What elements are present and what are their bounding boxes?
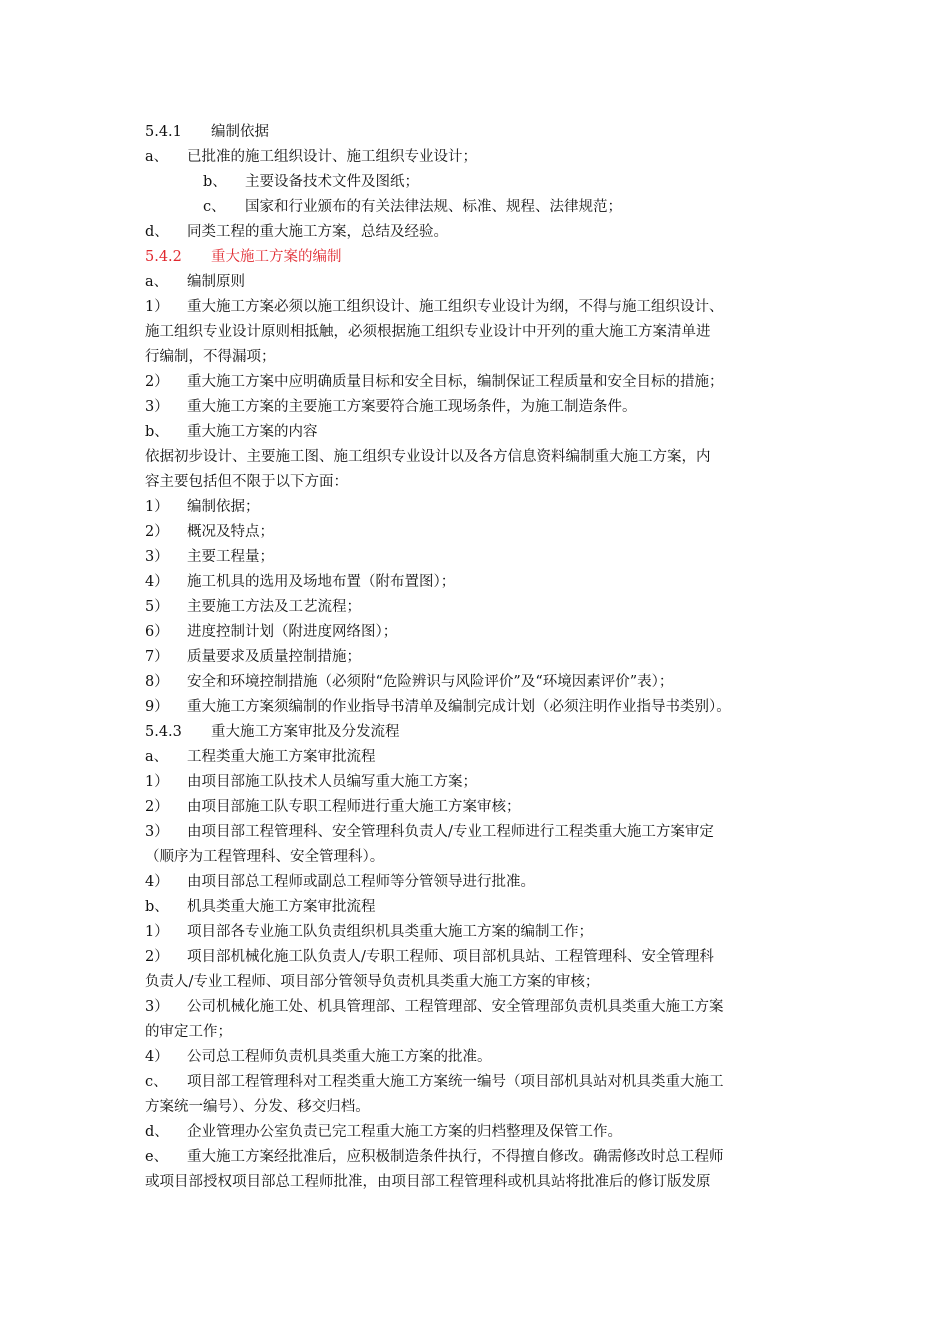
list-item — [145, 195, 825, 220]
section-title: 重大施工方案审批及分发流程 — [211, 724, 400, 740]
list-text: 重大施工方案经批准后，应积极制造条件执行，不得擅自修改。确需修改时总工程师 — [187, 1149, 724, 1165]
continuation-line: 的审定工作； — [145, 1024, 232, 1040]
list-marker: c、 — [203, 199, 226, 215]
list-item — [145, 170, 825, 195]
list-marker: 1） — [145, 299, 169, 315]
list-item — [145, 145, 825, 170]
section-title: 重大施工方案的编制 — [211, 249, 342, 265]
list-item — [145, 820, 825, 845]
list-marker: a、 — [145, 149, 169, 165]
list-marker: 3） — [145, 549, 169, 565]
list-marker: b、 — [145, 424, 169, 440]
list-text: 主要工程量； — [187, 549, 274, 565]
list-item — [145, 870, 825, 895]
list-item — [145, 695, 825, 720]
list-item — [145, 1145, 825, 1170]
list-text: 主要设备技术文件及图纸； — [245, 174, 419, 190]
section-heading-5-4-2 — [145, 245, 825, 270]
list-item — [145, 595, 825, 620]
list-marker: 5） — [145, 599, 169, 615]
list-text: 项目部各专业施工队负责组织机具类重大施工方案的编制工作； — [187, 924, 593, 940]
list-item — [145, 520, 825, 545]
list-item — [145, 995, 825, 1020]
list-text: 重大施工方案中应明确质量目标和安全目标，编制保证工程质量和安全目标的措施； — [187, 374, 724, 390]
list-marker: 1） — [145, 924, 169, 940]
list-text: 同类工程的重大施工方案，总结及经验。 — [187, 224, 448, 240]
list-marker: 2） — [145, 374, 169, 390]
list-marker: 4） — [145, 1049, 169, 1065]
list-text: 重大施工方案必须以施工组织设计、施工组织专业设计为纲，不得与施工组织设计、 — [187, 299, 724, 315]
continuation-line: 负责人/专业工程师、项目部分管领导负责机具类重大施工方案的审核； — [145, 974, 600, 990]
list-text: 由项目部施工队技术人员编写重大施工方案； — [187, 774, 477, 790]
list-text: 企业管理办公室负责已完工程重大施工方案的归档整理及保管工作。 — [187, 1124, 622, 1140]
list-item — [145, 570, 825, 595]
list-item — [145, 670, 825, 695]
list-marker: d、 — [145, 1124, 169, 1140]
list-item — [145, 220, 825, 245]
list-text: 安全和环境控制措施（必须附“危险辨识与风险评价”及“环境因素评价”表）； — [187, 674, 674, 690]
section-number: 5.4.3 — [145, 724, 182, 740]
list-text: 由项目部施工队专职工程师进行重大施工方案审核； — [187, 799, 521, 815]
list-marker: 6） — [145, 624, 169, 640]
list-item — [145, 495, 825, 520]
list-marker: 1） — [145, 774, 169, 790]
list-marker: 9） — [145, 699, 169, 715]
list-item — [145, 770, 825, 795]
list-item — [145, 395, 825, 420]
list-marker: 7） — [145, 649, 169, 665]
list-marker: d、 — [145, 224, 169, 240]
list-marker: 3） — [145, 399, 169, 415]
list-text: 质量要求及质量控制措施； — [187, 649, 361, 665]
list-text: 项目部工程管理科对工程类重大施工方案统一编号（项目部机具站对机具类重大施工 — [187, 1074, 724, 1090]
section-heading-5-4-3 — [145, 720, 825, 745]
continuation-line: 或项目部授权项目部总工程师批准，由项目部工程管理科或机具站将批准后的修订版发原 — [145, 1174, 711, 1190]
list-marker: b、 — [145, 899, 169, 915]
list-text: 重大施工方案的内容 — [187, 424, 318, 440]
continuation-line: 行编制，不得漏项； — [145, 349, 276, 365]
list-text: 由项目部总工程师或副总工程师等分管领导进行批准。 — [187, 874, 535, 890]
list-text: 概况及特点； — [187, 524, 274, 540]
list-text: 机具类重大施工方案审批流程 — [187, 899, 376, 915]
list-text: 重大施工方案的主要施工方案要符合施工现场条件，为施工制造条件。 — [187, 399, 637, 415]
list-item — [145, 420, 825, 445]
list-text: 施工机具的选用及场地布置（附布置图）； — [187, 574, 456, 590]
list-marker: b、 — [203, 174, 227, 190]
list-marker: 2） — [145, 524, 169, 540]
list-text: 由项目部工程管理科、安全管理科负责人/专业工程师进行工程类重大施工方案审定 — [187, 824, 714, 840]
list-marker: a、 — [145, 274, 169, 290]
list-marker: 2） — [145, 949, 169, 965]
list-marker: a、 — [145, 749, 169, 765]
list-marker: 2） — [145, 799, 169, 815]
list-text: 进度控制计划（附进度网络图）； — [187, 624, 398, 640]
list-marker: 3） — [145, 999, 169, 1015]
list-item — [145, 1070, 825, 1095]
continuation-line: （顺序为工程管理科、安全管理科）。 — [145, 849, 385, 865]
list-marker: 8） — [145, 674, 169, 690]
list-text: 项目部机械化施工队负责人/专职工程师、项目部机具站、工程管理科、安全管理科 — [187, 949, 714, 965]
list-item — [145, 895, 825, 920]
list-item — [145, 920, 825, 945]
paragraph-line: 容主要包括但不限于以下方面： — [145, 474, 348, 490]
section-number: 5.4.1 — [145, 124, 182, 140]
list-item — [145, 945, 825, 970]
list-item — [145, 545, 825, 570]
list-text: 已批准的施工组织设计、施工组织专业设计； — [187, 149, 477, 165]
list-text: 公司总工程师负责机具类重大施工方案的批准。 — [187, 1049, 492, 1065]
document-body — [145, 120, 825, 1195]
list-text: 主要施工方法及工艺流程； — [187, 599, 361, 615]
list-text: 编制依据； — [187, 499, 260, 515]
paragraph-line: 依据初步设计、主要施工图、施工组织专业设计以及各方信息资料编制重大施工方案，内 — [145, 449, 711, 465]
list-text: 编制原则 — [187, 274, 245, 290]
list-item — [145, 645, 825, 670]
list-item — [145, 1045, 825, 1070]
list-text: 公司机械化施工处、机具管理部、工程管理部、安全管理部负责机具类重大施工方案 — [187, 999, 724, 1015]
list-item — [145, 295, 825, 320]
section-title: 编制依据 — [211, 124, 269, 140]
list-marker: c、 — [145, 1074, 168, 1090]
list-text: 国家和行业颁布的有关法律法规、标准、规程、法律规范； — [245, 199, 622, 215]
list-marker: 4） — [145, 874, 169, 890]
section-heading-5-4-1 — [145, 120, 825, 145]
list-item — [145, 270, 825, 295]
section-number: 5.4.2 — [145, 249, 182, 265]
list-item — [145, 795, 825, 820]
list-item — [145, 370, 825, 395]
continuation-line: 方案统一编号）、分发、移交归档。 — [145, 1099, 370, 1115]
list-marker: 1） — [145, 499, 169, 515]
list-marker: 4） — [145, 574, 169, 590]
continuation-line: 施工组织专业设计原则相抵触，必须根据施工组织专业设计中开列的重大施工方案清单进 — [145, 324, 711, 340]
list-item — [145, 620, 825, 645]
list-text: 工程类重大施工方案审批流程 — [187, 749, 376, 765]
list-marker: e、 — [145, 1149, 169, 1165]
list-marker: 3） — [145, 824, 169, 840]
list-item — [145, 745, 825, 770]
list-item — [145, 1120, 825, 1145]
list-text: 重大施工方案须编制的作业指导书清单及编制完成计划（必须注明作业指导书类别）。 — [187, 699, 731, 715]
